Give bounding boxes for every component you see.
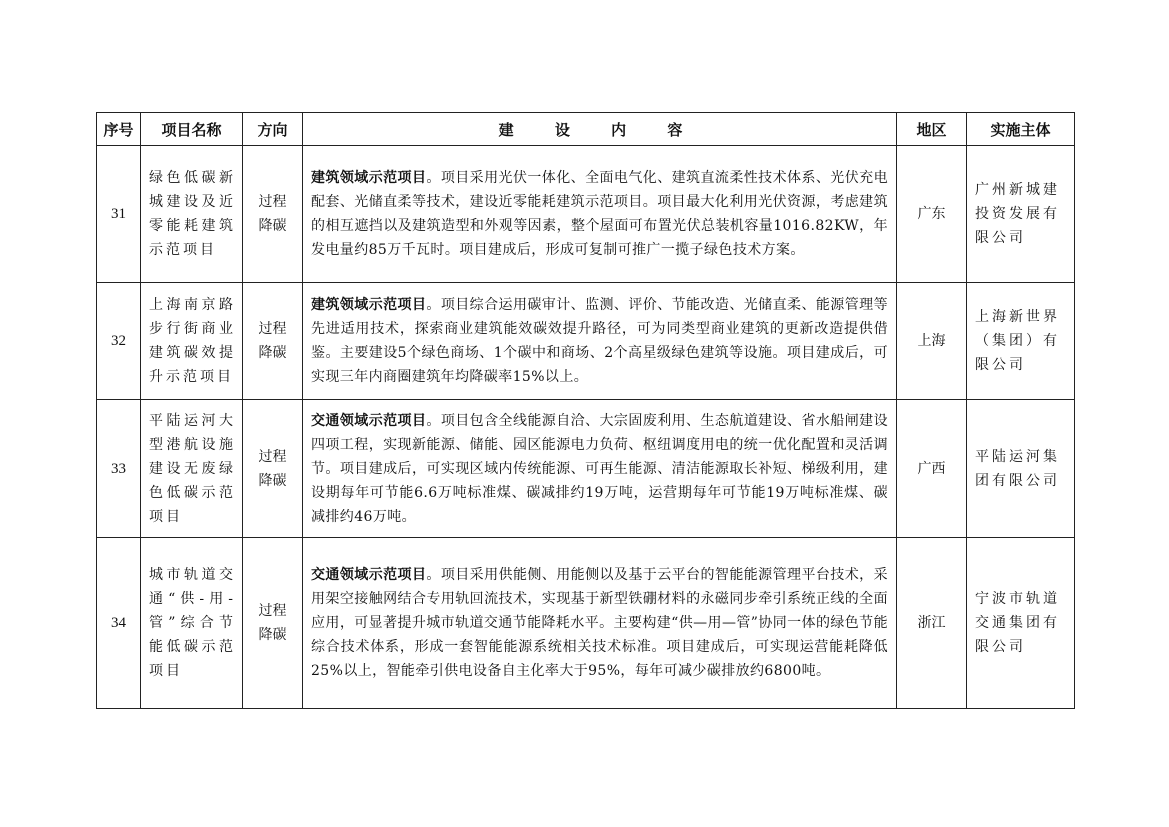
project-table	[96, 112, 1075, 709]
row-content-text: 。项目采用供能侧、用能侧以及基于云平台的智能能源管理平台技术，采用架空接触网结合专用轨回流技术，实现基于新型铁硼材料的永磁同步牵引系统正线的全面应用，可显著提升城市轨道交通节能降耗水平。主要构建“供—用—管”协同一体的绿色节能综合技术体系，形成一套智能能源系统相关技术标准。项目建成后，可实现运营能耗降低25%以上，智能牵引供电设备自主化率大于95%，每年可减少碳排放约6800吨。	[311, 567, 888, 679]
row-content	[303, 146, 897, 283]
row-seq: 33	[97, 400, 141, 538]
row-direction: 过程降碳	[243, 283, 303, 400]
row-region: 广西	[897, 400, 967, 538]
row-region: 广东	[897, 146, 967, 283]
row-project-name: 城市轨道交通“供-用-管”综合节能低碳示范项目	[141, 538, 243, 709]
row-content-text: 。项目综合运用碳审计、监测、评价、节能改造、光储直柔、能源管理等先进适用技术，探索商业建筑能效碳效提升路径，可为同类型商业建筑的更新改造提供借鉴。主要建设5个绿色商场、1个碳中和商场、2个高星级绿色建筑等设施。项目建成后，可实现三年内商圈建筑年均降碳率15%以上。	[311, 297, 888, 385]
row-seq: 31	[97, 146, 141, 283]
row-owner: 上海新世界（集团）有限公司	[967, 283, 1075, 400]
row-seq: 34	[97, 538, 141, 709]
row-project-name: 平陆运河大型港航设施建设无废绿色低碳示范项目	[141, 400, 243, 538]
row-owner: 广州新城建投资发展有限公司	[967, 146, 1075, 283]
table-header-row	[97, 113, 1075, 146]
row-content-tag: 交通领域示范项目	[311, 412, 427, 429]
row-project-name: 上海南京路步行街商业建筑碳效提升示范项目	[141, 283, 243, 400]
row-region: 上海	[897, 283, 967, 400]
row-direction: 过程降碳	[243, 538, 303, 709]
row-owner: 宁波市轨道交通集团有限公司	[967, 538, 1075, 709]
row-content-tag: 建筑领域示范项目	[311, 297, 427, 313]
row-content-text: 。项目包含全线能源自洽、大宗固废利用、生态航道建设、省水船闸建设四项工程，实现新能源、储能、园区能源电力负荷、枢纽调度用电的统一优化配置和灵活调节。项目建成后，可实现区域内传统能源、可再生能源、清洁能源取长补短、梯级利用，建设期每年可节能6.6万吨标准煤、碳减排约19万吨，运营期每年可节能19万吨标准煤、碳减排约46万吨。	[311, 412, 888, 525]
row-content	[303, 400, 897, 538]
row-direction: 过程降碳	[243, 400, 303, 538]
header-region: 地区	[897, 113, 967, 146]
header-owner: 实施主体	[967, 113, 1075, 146]
table-row	[97, 538, 1075, 709]
row-owner: 平陆运河集团有限公司	[967, 400, 1075, 538]
header-seq: 序号	[97, 113, 141, 146]
table-row	[97, 400, 1075, 538]
row-project-name: 绿色低碳新城建设及近零能耗建筑示范项目	[141, 146, 243, 283]
document-page	[96, 112, 1074, 709]
table-row	[97, 146, 1075, 283]
row-content-tag: 建筑领域示范项目	[311, 170, 427, 186]
row-direction: 过程降碳	[243, 146, 303, 283]
header-content: 建 设 内 容	[303, 113, 897, 146]
row-seq: 32	[97, 283, 141, 400]
row-content-text: 。项目采用光伏一体化、全面电气化、建筑直流柔性技术体系、光伏充电配套、光储直柔等技术，建设近零能耗建筑示范项目。项目最大化利用光伏资源，考虑建筑的相互遮挡以及建筑造型和外观等因素，整个屋面可布置光伏总装机容量1016.82KW，年发电量约85万千瓦时。项目建成后，形成可复制可推广一揽子绿色技术方案。	[311, 170, 888, 258]
header-name: 项目名称	[141, 113, 243, 146]
row-content	[303, 283, 897, 400]
table-row	[97, 283, 1075, 400]
row-region: 浙江	[897, 538, 967, 709]
header-direction: 方向	[243, 113, 303, 146]
row-content-tag: 交通领域示范项目	[311, 567, 427, 583]
row-content	[303, 538, 897, 709]
